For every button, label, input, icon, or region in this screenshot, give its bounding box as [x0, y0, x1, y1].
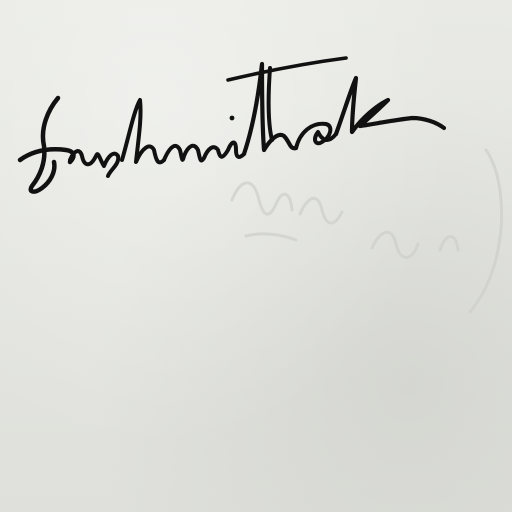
signature-stroke — [336, 78, 444, 134]
signature — [20, 58, 444, 192]
signature-stroke — [269, 68, 272, 140]
signature-stroke — [122, 100, 164, 162]
signature-stroke — [164, 143, 244, 161]
signature-stroke — [20, 98, 73, 192]
signature-stroke — [70, 151, 118, 176]
signature-stroke — [296, 124, 336, 148]
i-dot — [230, 116, 235, 121]
signature-stroke — [228, 58, 346, 80]
show-through-marks — [232, 150, 502, 312]
